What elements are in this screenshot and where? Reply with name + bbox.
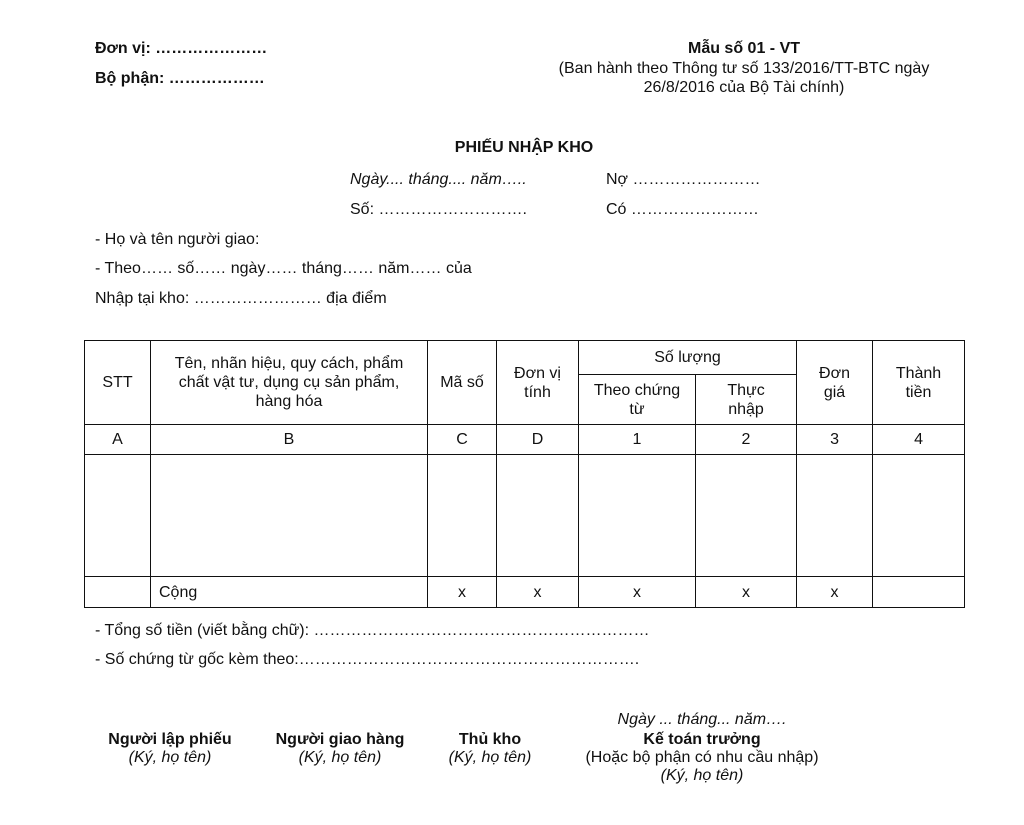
total-row [85, 577, 965, 608]
header-amount-line1: Thành [895, 364, 942, 382]
header-item-name-line3: hàng hóa [255, 393, 323, 410]
entry-row [85, 455, 965, 577]
header-row [85, 341, 965, 375]
index-cell: 3 [797, 425, 873, 455]
number-line: Số: ………………………. [350, 201, 527, 218]
header-stt: STT [85, 341, 151, 425]
header-price-line1: Đơn [819, 364, 850, 382]
entry-cell [85, 455, 151, 577]
entry-cell [151, 455, 428, 577]
deliverer-line: - Họ và tên người giao: [95, 231, 260, 248]
goods-table [84, 340, 965, 608]
index-cell: 4 [873, 425, 965, 455]
entry-cell [497, 455, 579, 577]
credit-line: Có …………………… [606, 201, 759, 218]
header-item-name-line2: chất vật tư, dụng cụ sản phẩm, [178, 374, 400, 391]
signature-note: (Hoặc bộ phận có nhu cầu nhập) [585, 749, 819, 766]
warehouse-line: Nhập tại kho: …………………… địa điểm [95, 290, 387, 307]
header-item-name-line1: Tên, nhãn hiệu, quy cách, phẩm [174, 355, 404, 372]
index-cell: 2 [696, 425, 797, 455]
signature-note: (Ký, họ tên) [448, 749, 532, 766]
total-amount [873, 577, 965, 608]
total-price: x [797, 577, 873, 608]
header-qty-doc-line1: Theo chứng [593, 381, 681, 399]
index-row [85, 425, 965, 455]
signature-note-2: (Ký, họ tên) [660, 767, 744, 784]
header-unit [497, 341, 579, 425]
total-unit: x [497, 577, 579, 608]
signature-note: (Ký, họ tên) [298, 749, 382, 766]
attachments-line: - Số chứng từ gốc kèm theo:………………………………………………………. [95, 651, 640, 668]
signature-deliverer [260, 731, 420, 767]
index-cell: B [151, 425, 428, 455]
header-qty-actual-line2: nhập [728, 400, 764, 418]
total-code: x [428, 577, 497, 608]
form-code: Mẫu số 01 - VT [687, 40, 801, 57]
header-amount-line2: tiền [905, 383, 932, 401]
signature-title: Người giao hàng [275, 731, 405, 748]
signature-title: Kế toán trưởng [643, 731, 761, 748]
total-qty-actual: x [696, 577, 797, 608]
total-label: Cộng [151, 577, 428, 608]
header-item-name [151, 341, 428, 425]
signature-note: (Ký, họ tên) [128, 749, 212, 766]
entry-cell [873, 455, 965, 577]
entry-cell [797, 455, 873, 577]
header-qty-actual [696, 375, 797, 425]
header-price [797, 341, 873, 425]
header-amount [873, 341, 965, 425]
total-qty-doc: x [579, 577, 696, 608]
index-cell: C [428, 425, 497, 455]
debit-line: Nợ …………………… [606, 171, 761, 188]
entry-cell [696, 455, 797, 577]
header-code: Mã số [428, 341, 497, 425]
index-cell: 1 [579, 425, 696, 455]
signature-storekeeper [430, 731, 550, 767]
form-note-line2: 26/8/2016 của Bộ Tài chính) [643, 79, 845, 96]
header-qty-actual-line1: Thực [727, 381, 765, 399]
header-price-line2: giá [823, 383, 846, 401]
total-cell-stt [85, 577, 151, 608]
header-qty-by-document [579, 375, 696, 425]
header-unit-line1: Đơn vị [514, 364, 561, 382]
header-unit-line2: tính [524, 383, 551, 401]
entry-cell [428, 455, 497, 577]
index-cell: D [497, 425, 579, 455]
form-note-line1: (Ban hành theo Thông tư số 133/2016/TT-BTC ngày [558, 60, 930, 77]
total-in-words-line: - Tổng số tiền (viết bằng chữ): ……………………………………………………… [95, 622, 650, 639]
entry-cell [579, 455, 696, 577]
header-quantity: Số lượng [579, 341, 797, 375]
sign-date-line: Ngày ... tháng... năm…. [617, 711, 787, 728]
unit-field: Đơn vị: ………………… [95, 40, 268, 57]
signature-title: Người lập phiếu [108, 731, 232, 748]
document-title: PHIẾU NHẬP KHO [454, 139, 594, 156]
signature-title: Thủ kho [458, 731, 522, 748]
reference-line: - Theo…… số…… ngày…… tháng…… năm…… của [95, 260, 472, 277]
index-cell: A [85, 425, 151, 455]
signature-chief-accountant [562, 731, 842, 785]
signature-preparer [90, 731, 250, 767]
department-field: Bộ phận: ……………… [95, 70, 265, 87]
header-qty-doc-line2: từ [629, 400, 645, 418]
date-line: Ngày.... tháng.... năm….. [350, 171, 527, 188]
